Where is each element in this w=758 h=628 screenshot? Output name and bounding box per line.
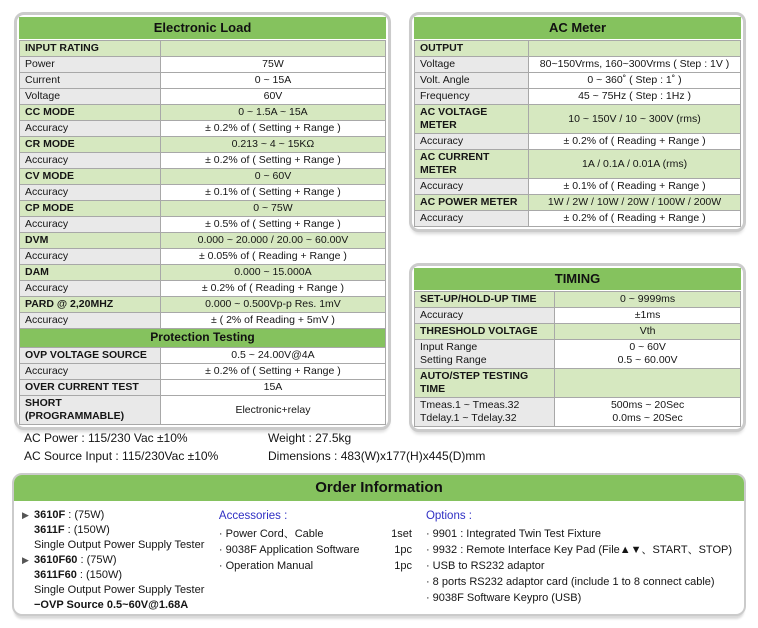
note-weight: Weight : 27.5kg [268, 431, 352, 445]
model-name: 3611F [34, 524, 65, 536]
spec-label: Accuracy [20, 217, 161, 233]
spec-label: DVM [20, 233, 161, 249]
model-line [22, 523, 219, 538]
spec-label: Accuracy [20, 153, 161, 169]
table-row [415, 41, 741, 57]
table-row [415, 324, 741, 340]
table-row [415, 369, 741, 398]
electronic-load-title: Electronic Load [19, 17, 386, 39]
table-row [20, 41, 386, 57]
spec-value: Vth [555, 324, 741, 340]
spec-label: Accuracy [20, 364, 161, 380]
table-row [415, 89, 741, 105]
option-item: · USB to RS232 adaptor [425, 560, 545, 572]
note-ac-source-input: AC Source Input : 115/230Vac ±10% [24, 449, 219, 463]
spec-value: 1W / 2W / 10W / 20W / 100W / 200W [529, 195, 741, 211]
spec-value: ± ( 2% of Reading + 5mV ) [160, 313, 385, 329]
spec-label: Accuracy [20, 121, 161, 137]
table-row [20, 281, 386, 297]
table-row [415, 73, 741, 89]
note-dimensions: Dimensions : 483(W)x177(H)x445(D)mm [268, 449, 486, 463]
spec-label: Voltage [415, 57, 529, 73]
table-row [20, 348, 386, 364]
spec-label: PARD @ 2,20MHZ [20, 297, 161, 313]
table-row [415, 292, 741, 308]
spec-value: 45 ~ 75Hz ( Step : 1Hz ) [529, 89, 741, 105]
spec-value: 60V [160, 89, 385, 105]
subsection-title: Protection Testing [20, 329, 386, 348]
model-text: Single Output Power Supply Tester [34, 539, 205, 551]
triangle-marker-icon: ▶ [22, 555, 29, 565]
spec-label: OVER CURRENT TEST [20, 380, 161, 396]
table-row [20, 249, 386, 265]
accessories-heading: Accessories : [218, 510, 288, 522]
model-name: −OVP Source 0.5~60V@1.68A [34, 599, 189, 611]
spec-value: 0.000 ~ 15.000A [160, 265, 385, 281]
electronic-load-table [14, 12, 391, 430]
table-row [20, 153, 386, 169]
table-row [415, 150, 741, 179]
order-information-title: Order Information [14, 475, 744, 501]
spec-label: AC VOLTAGE METER [415, 105, 529, 134]
table-row [20, 105, 386, 121]
spec-value: ± 0.5% of ( Setting + Range ) [160, 217, 385, 233]
table-row [415, 57, 741, 73]
spec-label: Accuracy [20, 313, 161, 329]
spec-label: Current [20, 73, 161, 89]
table-row [20, 121, 386, 137]
spec-value: 0 ~ 9999ms [555, 292, 741, 308]
table-subheader-row [20, 329, 386, 348]
spec-value: ± 0.1% of ( Setting + Range ) [160, 185, 385, 201]
spec-label: Voltage [20, 89, 161, 105]
accessory-quantity: 1pc [394, 560, 412, 572]
table-row [20, 396, 386, 425]
spec-label: CV MODE [20, 169, 161, 185]
spec-label: SET-UP/HOLD-UP TIME [415, 292, 555, 308]
accessory-label: · Power Cord、Cable [218, 528, 324, 540]
spec-value: 0.000 ~ 20.000 / 20.00 ~ 60.00V [160, 233, 385, 249]
option-item: · 9038F Software Keypro (USB) [425, 592, 582, 604]
model-line [22, 583, 219, 598]
accessory-list [219, 526, 412, 574]
spec-value: 0.000 ~ 0.500Vp-p Res. 1mV [160, 297, 385, 313]
spec-value: 0.5 ~ 24.00V@4A [160, 348, 385, 364]
spec-label: Accuracy [415, 211, 529, 227]
model-line [22, 553, 219, 568]
order-information-panel [12, 473, 746, 616]
model-line [22, 598, 219, 613]
spec-value: 0 ~ 75W [160, 201, 385, 217]
timing-grid [414, 291, 741, 427]
spec-label: DAM [20, 265, 161, 281]
table-row [20, 217, 386, 233]
physical-notes [268, 429, 485, 465]
spec-value: 0 ~ 360˚ ( Step : 1˚ ) [529, 73, 741, 89]
spec-value [529, 41, 741, 57]
spec-value: 80~150Vrms, 160~300Vrms ( Step : 1V ) [529, 57, 741, 73]
triangle-marker-icon: ▶ [22, 510, 29, 520]
model-text: : (75W) [77, 554, 117, 566]
spec-label: Tmeas.1 ~ Tmeas.32 Tdelay.1 ~ Tdelay.32 [415, 398, 555, 427]
table-row [20, 297, 386, 313]
model-line [22, 508, 219, 523]
power-notes [24, 429, 218, 465]
model-list [22, 508, 219, 613]
table-row [415, 195, 741, 211]
spec-label: Accuracy [20, 185, 161, 201]
accessory-item [219, 558, 412, 574]
model-line [22, 568, 219, 583]
spec-value: ± 0.05% of ( Reading + Range ) [160, 249, 385, 265]
table-row [20, 73, 386, 89]
table-row [20, 57, 386, 73]
ac-meter-grid [414, 40, 741, 227]
spec-label: AUTO/STEP TESTING TIME [415, 369, 555, 398]
table-row [20, 265, 386, 281]
table-row [20, 89, 386, 105]
table-row [20, 185, 386, 201]
spec-value: 1A / 0.1A / 0.01A (rms) [529, 150, 741, 179]
spec-value: Electronic+relay [160, 396, 385, 425]
note-ac-power: AC Power : 115/230 Vac ±10% [24, 431, 188, 445]
table-row [20, 169, 386, 185]
spec-label: Accuracy [20, 249, 161, 265]
spec-label: INPUT RATING [20, 41, 161, 57]
accessory-quantity: 1pc [394, 544, 412, 556]
accessory-item [219, 526, 412, 542]
model-name: 3610F [34, 509, 66, 521]
option-item: · 9901 : Integrated Twin Test Fixture [425, 528, 602, 540]
ac-meter-table [409, 12, 746, 232]
table-row [20, 313, 386, 329]
table-row [20, 201, 386, 217]
option-list [426, 526, 732, 606]
spec-value: ± 0.2% of ( Reading + Range ) [529, 211, 741, 227]
table-row [20, 233, 386, 249]
table-row [20, 137, 386, 153]
spec-value [160, 41, 385, 57]
spec-label: Input Range Setting Range [415, 340, 555, 369]
model-line [22, 538, 219, 553]
spec-value: 15A [160, 380, 385, 396]
spec-label: CC MODE [20, 105, 161, 121]
ac-meter-title: AC Meter [414, 17, 741, 39]
model-text: : (150W) [64, 524, 110, 536]
options-heading: Options : [425, 510, 472, 522]
accessory-label: · Operation Manual [218, 560, 314, 572]
option-item: · 9932 : Remote Interface Key Pad (File▲▼、START、STOP) [425, 544, 732, 556]
spec-value: 0 ~ 60V [160, 169, 385, 185]
spec-value: ± 0.2% of ( Setting + Range ) [160, 364, 385, 380]
model-text: Single Output Power Supply Tester [34, 584, 205, 596]
spec-value: ± 0.2% of ( Reading + Range ) [160, 281, 385, 297]
spec-label: OVP VOLTAGE SOURCE [20, 348, 161, 364]
spec-label: THRESHOLD VOLTAGE [415, 324, 555, 340]
spec-value: ±1ms [555, 308, 741, 324]
spec-value: 10 ~ 150V / 10 ~ 300V (rms) [529, 105, 741, 134]
table-row [415, 105, 741, 134]
spec-label: CR MODE [20, 137, 161, 153]
table-row [415, 134, 741, 150]
accessory-item [219, 542, 412, 558]
spec-value: ± 0.2% of ( Setting + Range ) [160, 153, 385, 169]
options-column [426, 508, 732, 613]
accessory-label: · 9038F Application Software [218, 544, 360, 556]
spec-label: Power [20, 57, 161, 73]
option-item: · 8 ports RS232 adaptor card (include 1 to 8 connect cable) [425, 576, 715, 588]
table-row [415, 179, 741, 195]
table-row [415, 308, 741, 324]
model-text: : (75W) [65, 509, 105, 521]
spec-value: ± 0.1% of ( Reading + Range ) [529, 179, 741, 195]
spec-label: Accuracy [20, 281, 161, 297]
spec-label: Accuracy [415, 308, 555, 324]
accessories-column [219, 508, 412, 613]
table-row [20, 380, 386, 396]
accessory-quantity: 1set [391, 528, 412, 540]
spec-value: ± 0.2% of ( Setting + Range ) [160, 121, 385, 137]
table-row [415, 340, 741, 369]
timing-table [409, 263, 746, 432]
model-name: 3610F60 [34, 554, 78, 566]
timing-title: TIMING [414, 268, 741, 290]
spec-value: 0 ~ 60V 0.5 ~ 60.00V [555, 340, 741, 369]
spec-label: AC POWER METER [415, 195, 529, 211]
spec-value: ± 0.2% of ( Reading + Range ) [529, 134, 741, 150]
spec-label: CP MODE [20, 201, 161, 217]
table-row [20, 364, 386, 380]
table-row [415, 398, 741, 427]
spec-label: AC CURRENT METER [415, 150, 529, 179]
electronic-load-grid [19, 40, 386, 425]
model-text: : (150W) [76, 569, 123, 581]
spec-label: Frequency [415, 89, 529, 105]
spec-value: 500ms ~ 20Sec 0.0ms ~ 20Sec [555, 398, 741, 427]
model-name: 3611F60 [34, 569, 77, 581]
spec-label: Accuracy [415, 179, 529, 195]
spec-label: Volt. Angle [415, 73, 529, 89]
order-information-content [14, 501, 744, 616]
spec-label: OUTPUT [415, 41, 529, 57]
spec-label: SHORT (PROGRAMMABLE) [20, 396, 161, 425]
spec-value: 75W [160, 57, 385, 73]
spec-value: 0 ~ 15A [160, 73, 385, 89]
spec-label: Accuracy [415, 134, 529, 150]
spec-value [555, 369, 741, 398]
table-row [415, 211, 741, 227]
spec-value: 0 ~ 1.5A ~ 15A [160, 105, 385, 121]
spec-value: 0.213 ~ 4 ~ 15KΩ [160, 137, 385, 153]
